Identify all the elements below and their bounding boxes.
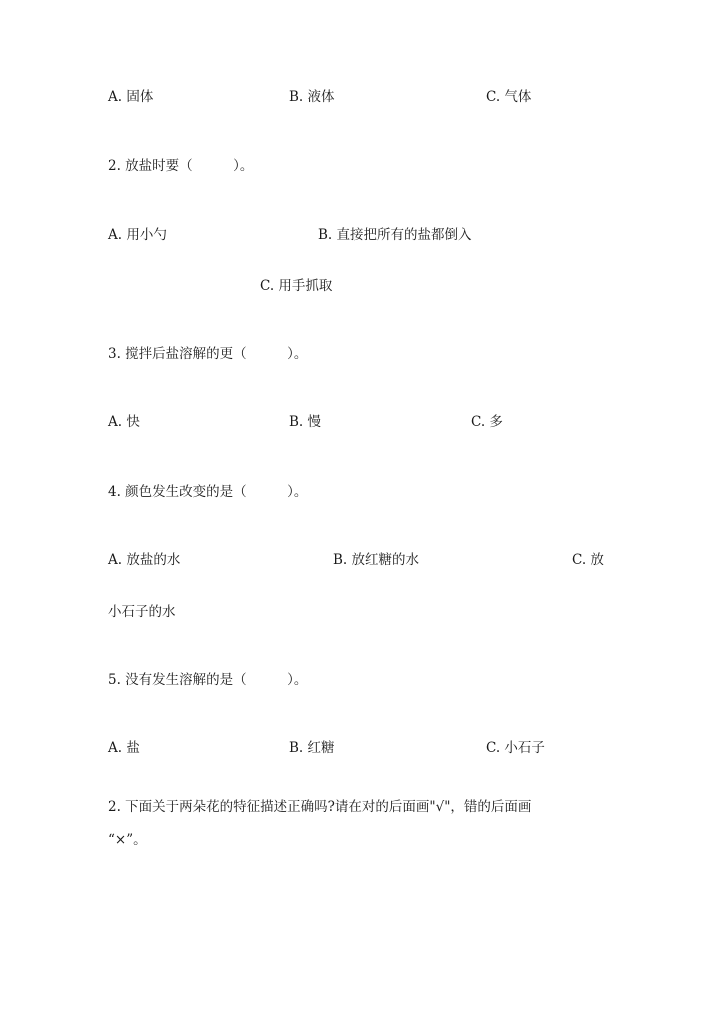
q4-option-c-end: 小石子的水 xyxy=(108,604,176,620)
section-2-line-1: 2. 下面关于两朵花的特征描述正确吗?请在对的后面画"√"，错的后面画 xyxy=(108,799,532,815)
q4-option-b: B. 放红糖的水 xyxy=(333,552,420,568)
q1-option-b: B. 液体 xyxy=(289,89,335,105)
q3-option-c: C. 多 xyxy=(471,414,503,430)
q2-stem: 2. 放盐时要（ ）。 xyxy=(108,158,254,174)
q2-option-c: C. 用手抓取 xyxy=(260,278,333,294)
q3-option-a: A. 快 xyxy=(108,414,140,430)
q1-option-a: A. 固体 xyxy=(108,89,154,105)
q3-stem: 3. 搅拌后盐溶解的更（ ）。 xyxy=(108,346,308,362)
q2-option-b: B. 直接把所有的盐都倒入 xyxy=(318,227,472,243)
q5-stem: 5. 没有发生溶解的是（ ）。 xyxy=(108,672,308,688)
q4-option-a: A. 放盐的水 xyxy=(108,552,181,568)
q5-option-b: B. 红糖 xyxy=(289,740,335,756)
q5-option-c: C. 小石子 xyxy=(486,740,545,756)
section-2-line-2: “×”。 xyxy=(108,832,147,848)
q4-option-c-start: C. 放 xyxy=(572,552,604,568)
q1-option-c: C. 气体 xyxy=(486,89,532,105)
q4-stem: 4. 颜色发生改变的是（ ）。 xyxy=(108,484,308,500)
q3-option-b: B. 慢 xyxy=(289,414,322,430)
q5-option-a: A. 盐 xyxy=(108,740,140,756)
q2-option-a: A. 用小勺 xyxy=(108,227,167,243)
